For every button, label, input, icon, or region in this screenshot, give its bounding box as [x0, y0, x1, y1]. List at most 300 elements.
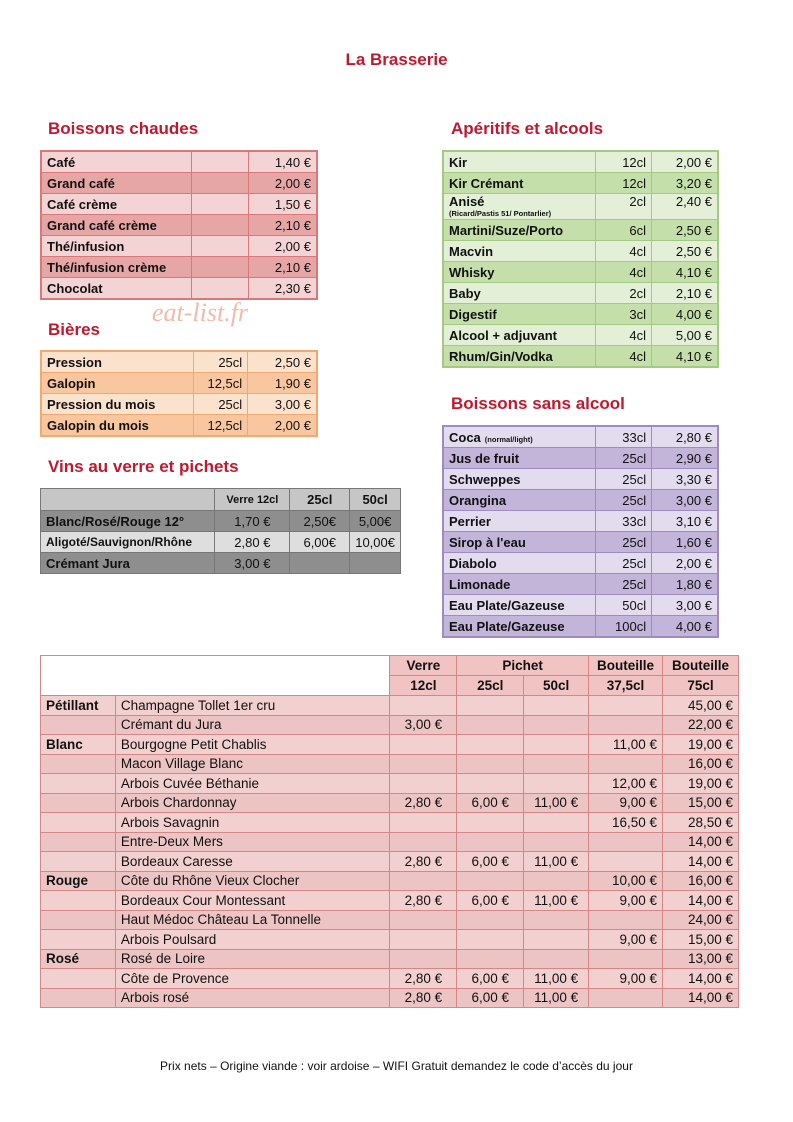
item-name: [443, 151, 595, 173]
price-bouteille-75cl: 15,00 €: [663, 930, 739, 950]
price-pichet-50cl: 11,00 €: [524, 988, 589, 1008]
item-name: Thé/infusion: [41, 236, 192, 257]
table-row: [41, 257, 317, 278]
item-name-text: Anisé: [449, 194, 485, 209]
price-verre: [390, 871, 457, 891]
price-verre: 2,80 €: [215, 532, 290, 553]
price-bouteille-75cl: 45,00 €: [663, 696, 739, 716]
item-volume: 2cl: [595, 194, 651, 220]
price-pichet-50cl: [524, 930, 589, 950]
wine-name: Arbois Chardonnay: [115, 793, 390, 813]
price-pichet-50cl: [524, 754, 589, 774]
item-volume: 25cl: [194, 351, 248, 373]
item-volume: 50cl: [595, 595, 652, 616]
table-row: [443, 553, 718, 574]
item-price: 2,10 €: [652, 283, 718, 304]
item-name-text: Martini/Suze/Porto: [449, 222, 564, 238]
table-row: [443, 346, 718, 368]
header-blank: [41, 656, 390, 676]
table-row: [41, 930, 739, 950]
price-pichet-25cl: [457, 813, 524, 833]
item-price: 2,90 €: [652, 448, 718, 469]
table-row: [41, 489, 401, 511]
price-pichet-25cl: 6,00 €: [457, 793, 524, 813]
table-row: [41, 415, 317, 437]
item-name: Chocolat: [41, 278, 192, 300]
table-vins-bouteilles: [40, 655, 739, 1008]
price-bouteille-37cl: 12,00 €: [589, 774, 663, 794]
table-row: [443, 469, 718, 490]
col-verre-12cl: 12cl: [390, 676, 457, 696]
table-boissons-chaudes: [40, 150, 318, 300]
price-bouteille-37cl: [589, 832, 663, 852]
price-pichet-25cl: [457, 754, 524, 774]
item-price: 4,10 €: [652, 262, 718, 283]
price-bouteille-75cl: 22,00 €: [663, 715, 739, 735]
item-name: Café: [41, 151, 192, 173]
table-row: [41, 969, 739, 989]
item-volume: 25cl: [595, 553, 652, 574]
item-price: 2,00 €: [248, 173, 317, 194]
table-row: [443, 511, 718, 532]
wine-category: Pétillant: [41, 696, 116, 716]
col-pichet: Pichet: [457, 656, 589, 676]
price-bouteille-75cl: 14,00 €: [663, 988, 739, 1008]
wine-category: [41, 793, 116, 813]
col-verre-12cl: Verre 12cl: [215, 489, 290, 511]
item-name-text: Diabolo: [449, 555, 497, 571]
wine-name: Côte du Rhône Vieux Clocher: [115, 871, 390, 891]
table-row: [443, 325, 718, 346]
price-bouteille-75cl: 14,00 €: [663, 891, 739, 911]
price-pichet-50cl: 11,00 €: [524, 852, 589, 872]
item-name-text: Orangina: [449, 492, 507, 508]
table-row: [41, 236, 317, 257]
table-row: [443, 241, 718, 262]
wine-category: [41, 774, 116, 794]
price-bouteille-75cl: 15,00 €: [663, 793, 739, 813]
price-bouteille-37cl: 9,00 €: [589, 793, 663, 813]
item-volume: 4cl: [595, 325, 651, 346]
wine-name: Arbois Poulsard: [115, 930, 390, 950]
item-name-text: Macvin: [449, 243, 494, 259]
price-pichet-25cl: 6,00 €: [457, 969, 524, 989]
item-name-text: Digestif: [449, 306, 497, 322]
col-25cl: 25cl: [290, 489, 350, 511]
col-pichet-50cl: 50cl: [524, 676, 589, 696]
item-price: 2,00 €: [652, 151, 718, 173]
price-bouteille-37cl: [589, 696, 663, 716]
price-verre: [390, 910, 457, 930]
item-volume: 2cl: [595, 283, 651, 304]
price-pichet-50cl: [524, 949, 589, 969]
empty-cell: [192, 151, 249, 173]
table-row: [41, 949, 739, 969]
item-name: [443, 194, 595, 220]
item-volume: 12cl: [595, 173, 651, 194]
price-verre: 1,70 €: [215, 511, 290, 532]
empty-cell: [192, 236, 249, 257]
price-pichet-50cl: [524, 832, 589, 852]
item-name-text: Whisky: [449, 264, 495, 280]
item-price: 4,00 €: [652, 616, 718, 638]
item-name-text: Sirop à l'eau: [449, 534, 526, 550]
price-bouteille-37cl: [589, 988, 663, 1008]
wine-category: [41, 969, 116, 989]
item-volume: 25cl: [595, 490, 652, 511]
price-verre: [390, 813, 457, 833]
item-name: Crémant Jura: [41, 553, 215, 574]
price-pichet-25cl: [457, 910, 524, 930]
table-row: [41, 278, 317, 300]
price-bouteille-75cl: 14,00 €: [663, 969, 739, 989]
wine-name: Arbois Cuvée Béthanie: [115, 774, 390, 794]
item-name: [443, 325, 595, 346]
wine-category: [41, 813, 116, 833]
price-bouteille-37cl: 11,00 €: [589, 735, 663, 755]
item-price: 1,50 €: [248, 194, 317, 215]
table-row: [443, 532, 718, 553]
item-price: 2,00 €: [248, 415, 317, 437]
price-bouteille-37cl: [589, 715, 663, 735]
table-row: [41, 891, 739, 911]
item-name: [443, 426, 595, 448]
page-title: La Brasserie: [345, 50, 448, 69]
item-name: [443, 511, 595, 532]
item-price: 2,50 €: [652, 241, 718, 262]
table-aperitifs: [442, 150, 719, 368]
item-name: [443, 220, 595, 241]
item-volume: 3cl: [595, 304, 651, 325]
heading-boissons-chaudes: Boissons chaudes: [48, 119, 199, 138]
item-price: 2,40 €: [652, 194, 718, 220]
item-volume: 25cl: [595, 448, 652, 469]
item-name: [443, 532, 595, 553]
table-row: [41, 215, 317, 236]
item-volume: 33cl: [595, 426, 652, 448]
table-row: [41, 553, 401, 574]
wine-name: Bordeaux Caresse: [115, 852, 390, 872]
col-bouteille-75: Bouteille: [663, 656, 739, 676]
item-price: 2,50 €: [248, 351, 317, 373]
item-name: [443, 346, 595, 368]
empty-cell: [192, 215, 249, 236]
item-volume: 12cl: [595, 151, 651, 173]
item-price: 5,00 €: [652, 325, 718, 346]
price-bouteille-37cl: [589, 910, 663, 930]
item-price: 3,00 €: [652, 490, 718, 511]
price-pichet-50cl: [524, 774, 589, 794]
price-bouteille-75cl: 24,00 €: [663, 910, 739, 930]
heading-aperitifs: Apéritifs et alcools: [451, 119, 604, 138]
table-row: [41, 793, 739, 813]
item-name-text: Schweppes: [449, 471, 521, 487]
wine-category: [41, 754, 116, 774]
table-row: [41, 351, 317, 373]
item-name-text: Eau Plate/Gazeuse: [449, 618, 565, 634]
price-bouteille-37cl: [589, 949, 663, 969]
footer-note: Prix nets – Origine viande : voir ardoise – WIFI Gratuit demandez le code d’accès du jour: [160, 1059, 633, 1073]
item-price: 2,00 €: [248, 236, 317, 257]
price-pichet-50cl: [524, 910, 589, 930]
price-verre: [390, 930, 457, 950]
item-name: Galopin du mois: [41, 415, 194, 437]
item-price: 4,00 €: [652, 304, 718, 325]
item-subtitle: (normal/light): [484, 434, 533, 444]
item-name-text: Eau Plate/Gazeuse: [449, 597, 565, 613]
item-name-text: Baby: [449, 285, 481, 301]
item-volume: 100cl: [595, 616, 652, 638]
price-bouteille-75cl: 14,00 €: [663, 832, 739, 852]
table-row: [41, 852, 739, 872]
wine-category: Rosé: [41, 949, 116, 969]
price-verre: 2,80 €: [390, 852, 457, 872]
table-row: [443, 220, 718, 241]
price-bouteille-37cl: 10,00 €: [589, 871, 663, 891]
table-row: [41, 871, 739, 891]
item-name: [443, 469, 595, 490]
item-name: [443, 241, 595, 262]
empty-cell: [192, 194, 249, 215]
item-price: 2,10 €: [248, 215, 317, 236]
table-row: [443, 173, 718, 194]
item-volume: 4cl: [595, 241, 651, 262]
price-pichet-25cl: [457, 715, 524, 735]
table-row: [41, 832, 739, 852]
price-bouteille-75cl: 19,00 €: [663, 735, 739, 755]
price-bouteille-75cl: 14,00 €: [663, 852, 739, 872]
item-price: 2,10 €: [248, 257, 317, 278]
wine-category: [41, 832, 116, 852]
price-bouteille-37cl: [589, 852, 663, 872]
item-name: Thé/infusion crème: [41, 257, 192, 278]
price-verre: 2,80 €: [390, 988, 457, 1008]
wine-name: Arbois Savagnin: [115, 813, 390, 833]
empty-cell: [192, 278, 249, 300]
table-row: [41, 988, 739, 1008]
wine-category: Blanc: [41, 735, 116, 755]
table-row: [443, 448, 718, 469]
item-price: 3,00 €: [652, 595, 718, 616]
price-pichet-25cl: [457, 774, 524, 794]
empty-cell: [41, 489, 215, 511]
item-name-text: Alcool + adjuvant: [449, 327, 557, 343]
price-25cl: 6,00€: [290, 532, 350, 553]
table-row: [443, 426, 718, 448]
table-row: [41, 696, 739, 716]
price-25cl: [290, 553, 350, 574]
item-volume: 6cl: [595, 220, 651, 241]
price-verre: [390, 754, 457, 774]
price-50cl: 10,00€: [350, 532, 401, 553]
table-row: [41, 813, 739, 833]
item-name-text: Kir Crémant: [449, 175, 524, 191]
table-row: [41, 910, 739, 930]
item-price: 1,60 €: [652, 532, 718, 553]
price-verre: [390, 949, 457, 969]
item-name: Grand café crème: [41, 215, 192, 236]
table-row: [443, 595, 718, 616]
item-subtitle: (Ricard/Pastis 51/ Pontarlier): [449, 209, 552, 218]
wine-category: [41, 715, 116, 735]
item-price: 1,40 €: [248, 151, 317, 173]
item-price: 1,80 €: [652, 574, 718, 595]
item-price: 2,80 €: [652, 426, 718, 448]
price-pichet-25cl: [457, 930, 524, 950]
price-verre: 2,80 €: [390, 969, 457, 989]
table-row: [41, 173, 317, 194]
item-name: Aligoté/Sauvignon/Rhône: [41, 532, 215, 553]
col-verre: Verre: [390, 656, 457, 676]
wine-category: [41, 988, 116, 1008]
col-bouteille-37cl: 37,5cl: [589, 676, 663, 696]
wine-name: Bordeaux Cour Montessant: [115, 891, 390, 911]
table-row: [41, 511, 401, 532]
price-pichet-50cl: 11,00 €: [524, 793, 589, 813]
wine-name: Arbois rosé: [115, 988, 390, 1008]
item-name-text: Perrier: [449, 513, 491, 529]
table-vins-au-verre: [40, 488, 401, 574]
price-bouteille-75cl: 28,50 €: [663, 813, 739, 833]
table-row: [41, 373, 317, 394]
item-name: [443, 283, 595, 304]
table-row: [443, 151, 718, 173]
item-volume: 25cl: [595, 532, 652, 553]
price-bouteille-75cl: 13,00 €: [663, 949, 739, 969]
heading-bieres: Bières: [48, 320, 100, 339]
price-pichet-50cl: [524, 715, 589, 735]
price-pichet-25cl: 6,00 €: [457, 891, 524, 911]
item-volume: 12,5cl: [194, 373, 248, 394]
item-price: 2,30 €: [248, 278, 317, 300]
wine-category: [41, 852, 116, 872]
item-name: [443, 448, 595, 469]
heading-sans-alcool: Boissons sans alcool: [451, 394, 625, 413]
item-name: [443, 173, 595, 194]
item-name: Galopin: [41, 373, 194, 394]
table-row: [41, 194, 317, 215]
wine-category: Rouge: [41, 871, 116, 891]
price-bouteille-75cl: 19,00 €: [663, 774, 739, 794]
table-row: [41, 394, 317, 415]
item-name-text: Jus de fruit: [449, 450, 520, 466]
item-name: [443, 490, 595, 511]
price-verre: 3,00 €: [215, 553, 290, 574]
price-pichet-25cl: 6,00 €: [457, 988, 524, 1008]
item-price: 2,50 €: [652, 220, 718, 241]
price-bouteille-37cl: 16,50 €: [589, 813, 663, 833]
table-row: [443, 262, 718, 283]
price-pichet-50cl: 11,00 €: [524, 891, 589, 911]
price-verre: [390, 774, 457, 794]
table-row: [41, 532, 401, 553]
price-verre: [390, 735, 457, 755]
price-25cl: 2,50€: [290, 511, 350, 532]
price-50cl: [350, 553, 401, 574]
item-price: 3,10 €: [652, 511, 718, 532]
item-price: 2,00 €: [652, 553, 718, 574]
item-volume: 25cl: [194, 394, 248, 415]
price-bouteille-37cl: [589, 754, 663, 774]
item-volume: 12,5cl: [194, 415, 248, 437]
price-bouteille-37cl: 9,00 €: [589, 969, 663, 989]
price-verre: 3,00 €: [390, 715, 457, 735]
price-verre: 2,80 €: [390, 891, 457, 911]
price-bouteille-75cl: 16,00 €: [663, 871, 739, 891]
wine-name: Côte de Provence: [115, 969, 390, 989]
item-name: [443, 304, 595, 325]
item-volume: 4cl: [595, 262, 651, 283]
price-pichet-25cl: 6,00 €: [457, 852, 524, 872]
item-name-text: Limonade: [449, 576, 511, 592]
col-bouteille-37: Bouteille: [589, 656, 663, 676]
table-row: [443, 490, 718, 511]
table-row: [41, 735, 739, 755]
empty-cell: [192, 173, 249, 194]
item-price: 4,10 €: [652, 346, 718, 368]
price-pichet-25cl: [457, 735, 524, 755]
table-row: [443, 574, 718, 595]
item-name: Café crème: [41, 194, 192, 215]
price-verre: [390, 832, 457, 852]
item-name: Blanc/Rosé/Rouge 12°: [41, 511, 215, 532]
price-pichet-50cl: [524, 813, 589, 833]
table-row: [443, 194, 718, 220]
wine-name: Rosé de Loire: [115, 949, 390, 969]
table-row: [443, 283, 718, 304]
table-row: [41, 151, 317, 173]
table-row: [443, 616, 718, 638]
col-bouteille-75cl: 75cl: [663, 676, 739, 696]
heading-vins-au-verre: Vins au verre et pichets: [48, 457, 239, 476]
item-name: [443, 574, 595, 595]
item-price: 3,30 €: [652, 469, 718, 490]
table-bieres: [40, 350, 318, 437]
empty-cell: [192, 257, 249, 278]
price-bouteille-37cl: 9,00 €: [589, 891, 663, 911]
item-name-text: Rhum/Gin/Vodka: [449, 348, 553, 364]
price-verre: [390, 696, 457, 716]
price-pichet-50cl: [524, 696, 589, 716]
table-row: [41, 774, 739, 794]
price-pichet-25cl: [457, 871, 524, 891]
item-volume: 4cl: [595, 346, 651, 368]
wine-name: Entre-Deux Mers: [115, 832, 390, 852]
item-volume: 25cl: [595, 574, 652, 595]
wine-category: [41, 891, 116, 911]
wine-category: [41, 910, 116, 930]
price-pichet-50cl: [524, 871, 589, 891]
table-row: [443, 304, 718, 325]
price-bouteille-37cl: 9,00 €: [589, 930, 663, 950]
item-name-text: Coca: [449, 429, 481, 445]
watermark: eat-list.fr: [152, 298, 249, 327]
item-name: Pression du mois: [41, 394, 194, 415]
item-price: 3,20 €: [652, 173, 718, 194]
wine-name: Bourgogne Petit Chablis: [115, 735, 390, 755]
item-name: Pression: [41, 351, 194, 373]
price-pichet-50cl: 11,00 €: [524, 969, 589, 989]
wine-category: [41, 930, 116, 950]
price-50cl: 5,00€: [350, 511, 401, 532]
table-row: [41, 754, 739, 774]
item-name-text: Kir: [449, 154, 468, 170]
item-name: [443, 616, 595, 638]
item-volume: 33cl: [595, 511, 652, 532]
wine-name: Haut Médoc Château La Tonnelle: [115, 910, 390, 930]
table-row: [41, 715, 739, 735]
price-pichet-25cl: [457, 832, 524, 852]
